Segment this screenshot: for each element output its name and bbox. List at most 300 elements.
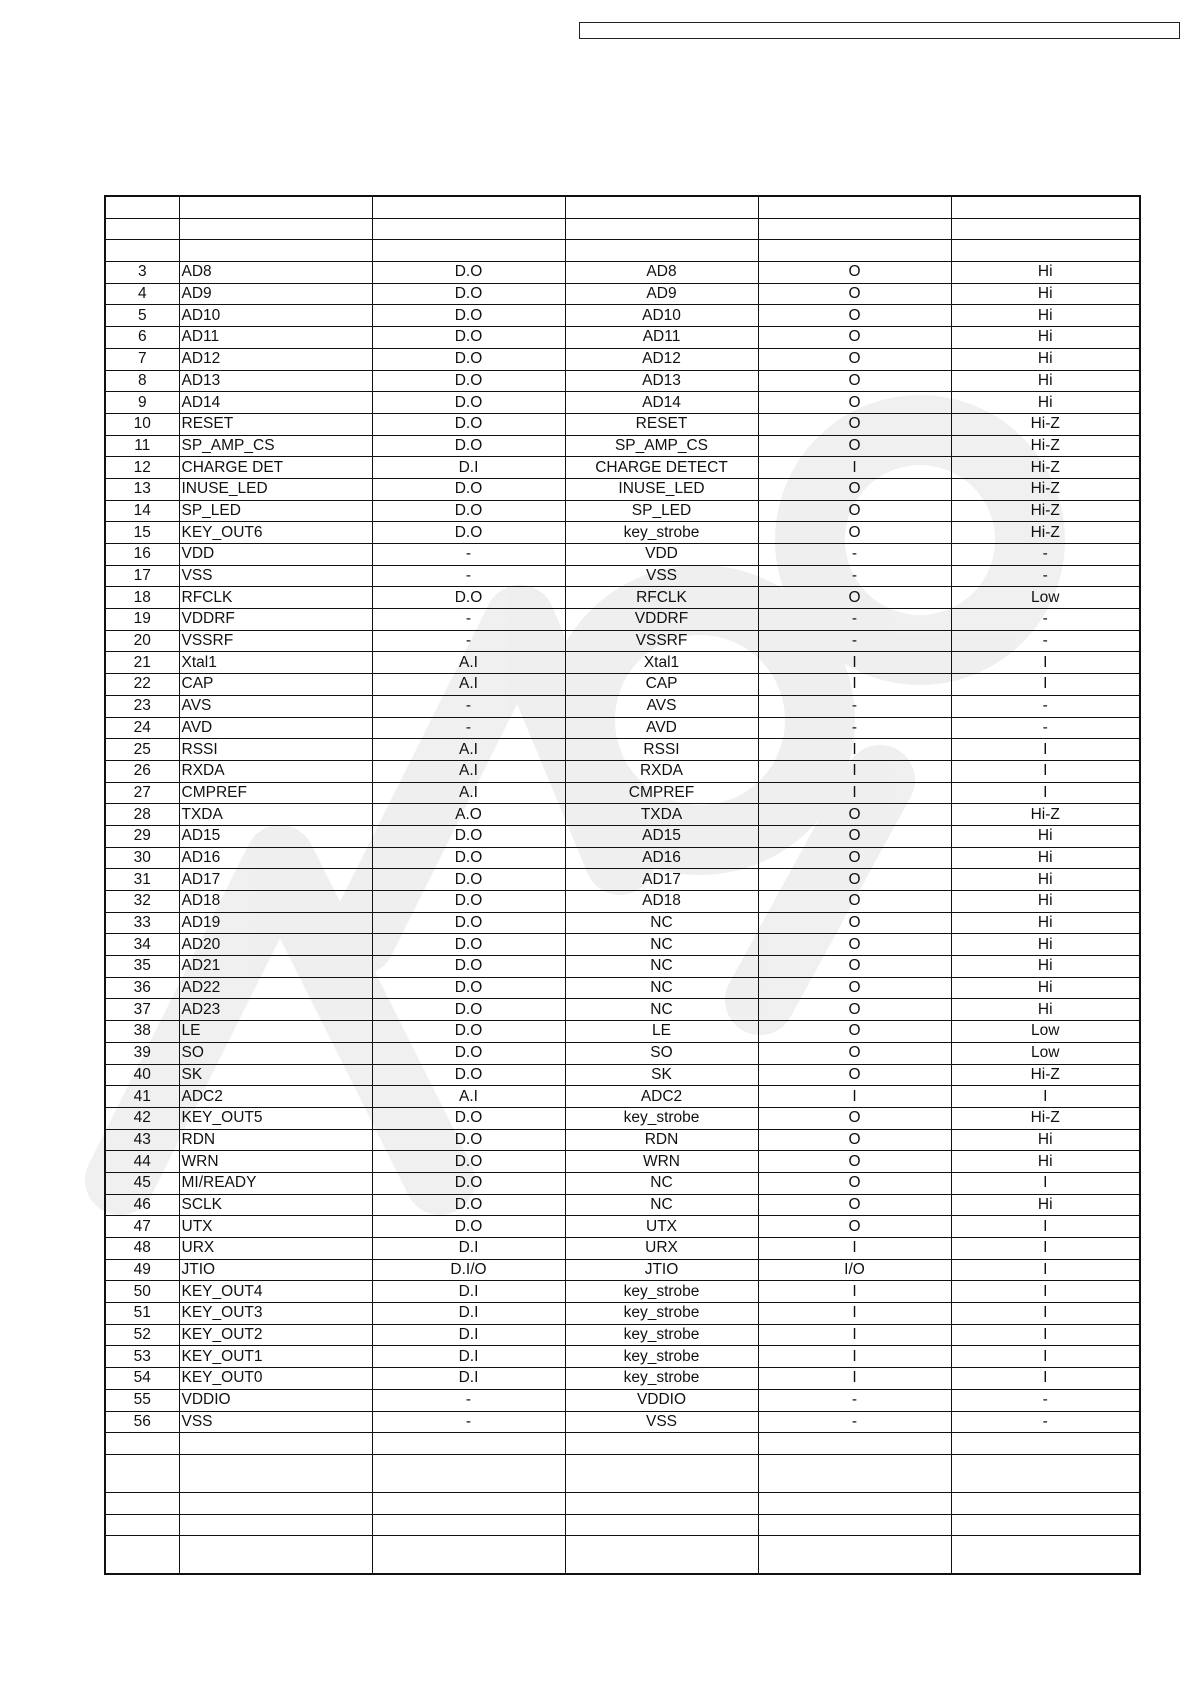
- pin-number: 27: [105, 782, 179, 804]
- table-row: [105, 1216, 1140, 1238]
- pin-name: CHARGE DET: [179, 457, 372, 479]
- pin-type: A.O: [372, 804, 565, 826]
- pin-io: O: [758, 1194, 951, 1216]
- pin-io: I: [758, 1368, 951, 1390]
- table-row: [105, 587, 1140, 609]
- pin-type: D.O: [372, 891, 565, 913]
- pin-number: 55: [105, 1389, 179, 1411]
- pin-name: VDDRF: [179, 609, 372, 631]
- pin-type: D.O: [372, 1151, 565, 1173]
- pin-type: D.O: [372, 869, 565, 891]
- blank-row: [105, 1492, 1140, 1514]
- pin-name: URX: [179, 1238, 372, 1260]
- pin-io: -: [758, 544, 951, 566]
- pin-io: O: [758, 1216, 951, 1238]
- table-row: [105, 283, 1140, 305]
- pin-number: 42: [105, 1107, 179, 1129]
- pin-number: 9: [105, 392, 179, 414]
- pin-name: UTX: [179, 1216, 372, 1238]
- pin-type: D.O: [372, 825, 565, 847]
- pin-io: I: [758, 782, 951, 804]
- table-row: [105, 674, 1140, 696]
- pin-type: A.I: [372, 739, 565, 761]
- pin-reset-state: Hi: [951, 869, 1140, 891]
- pin-function: AD14: [565, 392, 758, 414]
- table-row: [105, 1411, 1140, 1433]
- pin-function: NC: [565, 1194, 758, 1216]
- pin-function: key_strobe: [565, 1281, 758, 1303]
- pin-function: VSSRF: [565, 630, 758, 652]
- pin-type: D.O: [372, 348, 565, 370]
- blank-row: [105, 1454, 1140, 1492]
- pin-function: NC: [565, 956, 758, 978]
- pin-number: 18: [105, 587, 179, 609]
- pin-io: O: [758, 1129, 951, 1151]
- pin-name: SO: [179, 1042, 372, 1064]
- table-row: [105, 999, 1140, 1021]
- pin-number: 32: [105, 891, 179, 913]
- pin-number: 35: [105, 956, 179, 978]
- pin-name: KEY_OUT2: [179, 1324, 372, 1346]
- pin-function: AD11: [565, 327, 758, 349]
- pin-name: AD14: [179, 392, 372, 414]
- pin-function: AD18: [565, 891, 758, 913]
- pin-name: AD11: [179, 327, 372, 349]
- table-row: [105, 739, 1140, 761]
- pin-function: key_strobe: [565, 1368, 758, 1390]
- pin-reset-state: -: [951, 544, 1140, 566]
- pin-io: O: [758, 500, 951, 522]
- pin-type: D.O: [372, 587, 565, 609]
- pin-reset-state: Hi: [951, 934, 1140, 956]
- pin-io: O: [758, 305, 951, 327]
- pin-io: O: [758, 370, 951, 392]
- pin-io: O: [758, 1021, 951, 1043]
- pin-io: I: [758, 1346, 951, 1368]
- pin-name: AVD: [179, 717, 372, 739]
- pin-function: NC: [565, 912, 758, 934]
- pin-type: -: [372, 565, 565, 587]
- pin-io: I: [758, 1303, 951, 1325]
- pin-io: O: [758, 522, 951, 544]
- pin-reset-state: Hi: [951, 327, 1140, 349]
- pin-io: O: [758, 1107, 951, 1129]
- table-row: [105, 370, 1140, 392]
- pin-number: 34: [105, 934, 179, 956]
- pin-function: VSS: [565, 1411, 758, 1433]
- pin-reset-state: Hi: [951, 370, 1140, 392]
- pin-type: D.O: [372, 370, 565, 392]
- pin-number: 4: [105, 283, 179, 305]
- pin-type: -: [372, 1411, 565, 1433]
- table-row: [105, 1238, 1140, 1260]
- pin-name: AD19: [179, 912, 372, 934]
- pin-name: SCLK: [179, 1194, 372, 1216]
- pin-reset-state: Hi-Z: [951, 413, 1140, 435]
- pin-type: D.O: [372, 500, 565, 522]
- pin-name: VSS: [179, 565, 372, 587]
- pin-io: I: [758, 652, 951, 674]
- table-row: [105, 891, 1140, 913]
- pin-type: D.O: [372, 392, 565, 414]
- pin-io: -: [758, 609, 951, 631]
- pin-reset-state: I: [951, 1238, 1140, 1260]
- table-row: [105, 1194, 1140, 1216]
- pin-name: AD22: [179, 977, 372, 999]
- pin-number: 44: [105, 1151, 179, 1173]
- pin-function: RXDA: [565, 760, 758, 782]
- pin-io: I: [758, 1281, 951, 1303]
- pin-reset-state: Hi: [951, 1129, 1140, 1151]
- pin-number: 25: [105, 739, 179, 761]
- table-row: [105, 478, 1140, 500]
- pin-function: UTX: [565, 1216, 758, 1238]
- pin-io: O: [758, 283, 951, 305]
- pin-number: 22: [105, 674, 179, 696]
- pin-name: KEY_OUT0: [179, 1368, 372, 1390]
- pin-io: I: [758, 1324, 951, 1346]
- pin-io: O: [758, 891, 951, 913]
- pin-function: key_strobe: [565, 1107, 758, 1129]
- pin-name: AD10: [179, 305, 372, 327]
- table-row: [105, 1151, 1140, 1173]
- pin-type: D.I: [372, 1281, 565, 1303]
- pin-io: O: [758, 1172, 951, 1194]
- pin-io: O: [758, 934, 951, 956]
- pin-table-tail: [105, 1433, 1140, 1575]
- pin-io: -: [758, 1411, 951, 1433]
- table-row: [105, 500, 1140, 522]
- pin-number: 26: [105, 760, 179, 782]
- pin-number: 56: [105, 1411, 179, 1433]
- pin-io: I: [758, 1086, 951, 1108]
- pin-reset-state: I: [951, 1368, 1140, 1390]
- table-row: [105, 522, 1140, 544]
- table-row: [105, 1129, 1140, 1151]
- pin-number: 5: [105, 305, 179, 327]
- pin-io: -: [758, 565, 951, 587]
- pin-number: 15: [105, 522, 179, 544]
- pin-reset-state: Hi: [951, 956, 1140, 978]
- table-row: [105, 413, 1140, 435]
- table-row: [105, 609, 1140, 631]
- pin-function: AD16: [565, 847, 758, 869]
- table-row: [105, 1389, 1140, 1411]
- pin-function: RESET: [565, 413, 758, 435]
- pin-number: 11: [105, 435, 179, 457]
- pin-function: AVS: [565, 695, 758, 717]
- pin-name: AD16: [179, 847, 372, 869]
- pin-reset-state: Low: [951, 1021, 1140, 1043]
- pin-function: NC: [565, 934, 758, 956]
- pin-io: O: [758, 1151, 951, 1173]
- pin-number: 10: [105, 413, 179, 435]
- table-row: [105, 630, 1140, 652]
- pin-type: D.O: [372, 934, 565, 956]
- pin-function: CHARGE DETECT: [565, 457, 758, 479]
- pin-reset-state: Hi: [951, 1194, 1140, 1216]
- pin-reset-state: I: [951, 760, 1140, 782]
- pin-number: 3: [105, 262, 179, 284]
- pin-number: 54: [105, 1368, 179, 1390]
- pin-name: SK: [179, 1064, 372, 1086]
- header-cell: [372, 196, 565, 218]
- pin-function: RSSI: [565, 739, 758, 761]
- pin-io: I: [758, 674, 951, 696]
- pin-number: 41: [105, 1086, 179, 1108]
- pin-reset-state: Hi-Z: [951, 435, 1140, 457]
- pin-name: RESET: [179, 413, 372, 435]
- blank-row: [105, 240, 1140, 262]
- pin-reset-state: I: [951, 1086, 1140, 1108]
- blank-row: [105, 1536, 1140, 1575]
- header-cell: [179, 196, 372, 218]
- pin-io: O: [758, 413, 951, 435]
- pin-reset-state: Hi-Z: [951, 804, 1140, 826]
- pin-type: D.O: [372, 1042, 565, 1064]
- pin-reset-state: Hi: [951, 305, 1140, 327]
- pin-type: D.I/O: [372, 1259, 565, 1281]
- header-cell: [758, 196, 951, 218]
- pin-name: VDD: [179, 544, 372, 566]
- pin-io: O: [758, 825, 951, 847]
- table-row: [105, 1346, 1140, 1368]
- table-row: [105, 804, 1140, 826]
- pin-function: RFCLK: [565, 587, 758, 609]
- pin-type: -: [372, 1389, 565, 1411]
- pin-function: ADC2: [565, 1086, 758, 1108]
- pin-reset-state: Hi-Z: [951, 478, 1140, 500]
- pin-function: key_strobe: [565, 522, 758, 544]
- pin-name: WRN: [179, 1151, 372, 1173]
- pin-name: AD15: [179, 825, 372, 847]
- pin-io: O: [758, 956, 951, 978]
- pin-name: LE: [179, 1021, 372, 1043]
- pin-io: O: [758, 999, 951, 1021]
- pin-function: NC: [565, 999, 758, 1021]
- pin-number: 19: [105, 609, 179, 631]
- pin-reset-state: Hi: [951, 977, 1140, 999]
- pin-type: -: [372, 630, 565, 652]
- pin-io: -: [758, 695, 951, 717]
- pin-number: 24: [105, 717, 179, 739]
- table-row: [105, 435, 1140, 457]
- pin-number: 51: [105, 1303, 179, 1325]
- header-row: [105, 196, 1140, 218]
- blank-row: [105, 1514, 1140, 1536]
- pin-reset-state: Hi-Z: [951, 522, 1140, 544]
- pin-function: AVD: [565, 717, 758, 739]
- pin-type: D.O: [372, 956, 565, 978]
- table-row: [105, 348, 1140, 370]
- table-row: [105, 1368, 1140, 1390]
- table-row: [105, 956, 1140, 978]
- pin-name: VSSRF: [179, 630, 372, 652]
- pin-number: 39: [105, 1042, 179, 1064]
- pin-name: AD12: [179, 348, 372, 370]
- pin-function: AD17: [565, 869, 758, 891]
- pin-name: AD18: [179, 891, 372, 913]
- pin-reset-state: Hi-Z: [951, 457, 1140, 479]
- pin-type: A.I: [372, 652, 565, 674]
- pin-function: Xtal1: [565, 652, 758, 674]
- pin-reset-state: -: [951, 1389, 1140, 1411]
- table-row: [105, 1172, 1140, 1194]
- pin-function: TXDA: [565, 804, 758, 826]
- table-row: [105, 847, 1140, 869]
- pin-number: 46: [105, 1194, 179, 1216]
- pin-io: -: [758, 717, 951, 739]
- pin-io: O: [758, 587, 951, 609]
- pin-number: 45: [105, 1172, 179, 1194]
- pin-io: O: [758, 847, 951, 869]
- pin-type: D.I: [372, 1303, 565, 1325]
- pin-type: D.O: [372, 522, 565, 544]
- pin-type: D.O: [372, 847, 565, 869]
- pin-type: -: [372, 544, 565, 566]
- table-row: [105, 977, 1140, 999]
- blank-row: [105, 218, 1140, 240]
- pin-reset-state: -: [951, 565, 1140, 587]
- table-row: [105, 1107, 1140, 1129]
- table-row: [105, 1281, 1140, 1303]
- pin-type: D.I: [372, 1368, 565, 1390]
- pin-name: RSSI: [179, 739, 372, 761]
- pin-reset-state: I: [951, 1172, 1140, 1194]
- pin-number: 14: [105, 500, 179, 522]
- pin-type: D.O: [372, 1129, 565, 1151]
- pin-type: D.O: [372, 912, 565, 934]
- pin-function: AD10: [565, 305, 758, 327]
- table-row: [105, 912, 1140, 934]
- pin-reset-state: Hi: [951, 283, 1140, 305]
- pin-reset-state: -: [951, 630, 1140, 652]
- header-cell: [565, 196, 758, 218]
- table-row: [105, 392, 1140, 414]
- pin-function: LE: [565, 1021, 758, 1043]
- pin-number: 48: [105, 1238, 179, 1260]
- table-row: [105, 934, 1140, 956]
- table-row: [105, 1042, 1140, 1064]
- pin-number: 12: [105, 457, 179, 479]
- pin-function: CAP: [565, 674, 758, 696]
- pin-name: RFCLK: [179, 587, 372, 609]
- pin-number: 16: [105, 544, 179, 566]
- pin-io: I: [758, 739, 951, 761]
- pin-reset-state: -: [951, 609, 1140, 631]
- pin-reset-state: Hi: [951, 912, 1140, 934]
- pin-type: D.I: [372, 457, 565, 479]
- pin-io: I: [758, 760, 951, 782]
- pin-io: O: [758, 327, 951, 349]
- pin-name: JTIO: [179, 1259, 372, 1281]
- pin-type: D.O: [372, 435, 565, 457]
- table-row: [105, 457, 1140, 479]
- pin-function: WRN: [565, 1151, 758, 1173]
- pin-type: D.O: [372, 1194, 565, 1216]
- pin-type: D.O: [372, 1107, 565, 1129]
- pin-name: RXDA: [179, 760, 372, 782]
- pin-io: O: [758, 435, 951, 457]
- pin-function: key_strobe: [565, 1303, 758, 1325]
- pin-type: D.O: [372, 283, 565, 305]
- table-row: [105, 1259, 1140, 1281]
- pin-number: 17: [105, 565, 179, 587]
- pin-type: D.O: [372, 1216, 565, 1238]
- pin-number: 50: [105, 1281, 179, 1303]
- pin-function: key_strobe: [565, 1346, 758, 1368]
- pin-io: O: [758, 869, 951, 891]
- pin-number: 28: [105, 804, 179, 826]
- pin-io: I/O: [758, 1259, 951, 1281]
- pin-reset-state: Hi: [951, 1151, 1140, 1173]
- pin-function: INUSE_LED: [565, 478, 758, 500]
- pin-reset-state: I: [951, 1259, 1140, 1281]
- table-row: [105, 565, 1140, 587]
- pin-number: 33: [105, 912, 179, 934]
- pin-function: key_strobe: [565, 1324, 758, 1346]
- pin-name: INUSE_LED: [179, 478, 372, 500]
- pin-type: -: [372, 717, 565, 739]
- pin-io: -: [758, 630, 951, 652]
- pin-type: A.I: [372, 760, 565, 782]
- pin-reset-state: Hi: [951, 825, 1140, 847]
- pin-name: CAP: [179, 674, 372, 696]
- pin-reset-state: Hi: [951, 262, 1140, 284]
- pin-reset-state: Hi: [951, 348, 1140, 370]
- table-row: [105, 782, 1140, 804]
- pin-number: 8: [105, 370, 179, 392]
- pin-io: O: [758, 804, 951, 826]
- pin-number: 52: [105, 1324, 179, 1346]
- pin-type: D.O: [372, 1172, 565, 1194]
- pin-reset-state: Hi: [951, 891, 1140, 913]
- pin-number: 38: [105, 1021, 179, 1043]
- pin-name: SP_LED: [179, 500, 372, 522]
- pin-name: ADC2: [179, 1086, 372, 1108]
- pin-number: 43: [105, 1129, 179, 1151]
- pin-reset-state: I: [951, 782, 1140, 804]
- pin-function: NC: [565, 977, 758, 999]
- pin-type: D.O: [372, 999, 565, 1021]
- pin-type: D.O: [372, 977, 565, 999]
- pin-function: AD13: [565, 370, 758, 392]
- pin-reset-state: I: [951, 1324, 1140, 1346]
- pin-io: O: [758, 1064, 951, 1086]
- pin-reset-state: I: [951, 1216, 1140, 1238]
- table-row: [105, 1324, 1140, 1346]
- pin-reset-state: I: [951, 652, 1140, 674]
- pin-function: VSS: [565, 565, 758, 587]
- pin-function: CMPREF: [565, 782, 758, 804]
- pin-reset-state: I: [951, 1346, 1140, 1368]
- pin-type: D.I: [372, 1346, 565, 1368]
- pin-reset-state: I: [951, 739, 1140, 761]
- table-row: [105, 305, 1140, 327]
- header-box: [579, 22, 1180, 39]
- pin-io: O: [758, 392, 951, 414]
- pin-type: D.O: [372, 327, 565, 349]
- pin-number: 29: [105, 825, 179, 847]
- pin-io: O: [758, 912, 951, 934]
- pin-table-body: [105, 196, 1140, 1433]
- pin-name: MI/READY: [179, 1172, 372, 1194]
- pin-function: VDDIO: [565, 1389, 758, 1411]
- pin-name: VDDIO: [179, 1389, 372, 1411]
- blank-row: [105, 1433, 1140, 1455]
- pin-io: I: [758, 1238, 951, 1260]
- pin-number: 49: [105, 1259, 179, 1281]
